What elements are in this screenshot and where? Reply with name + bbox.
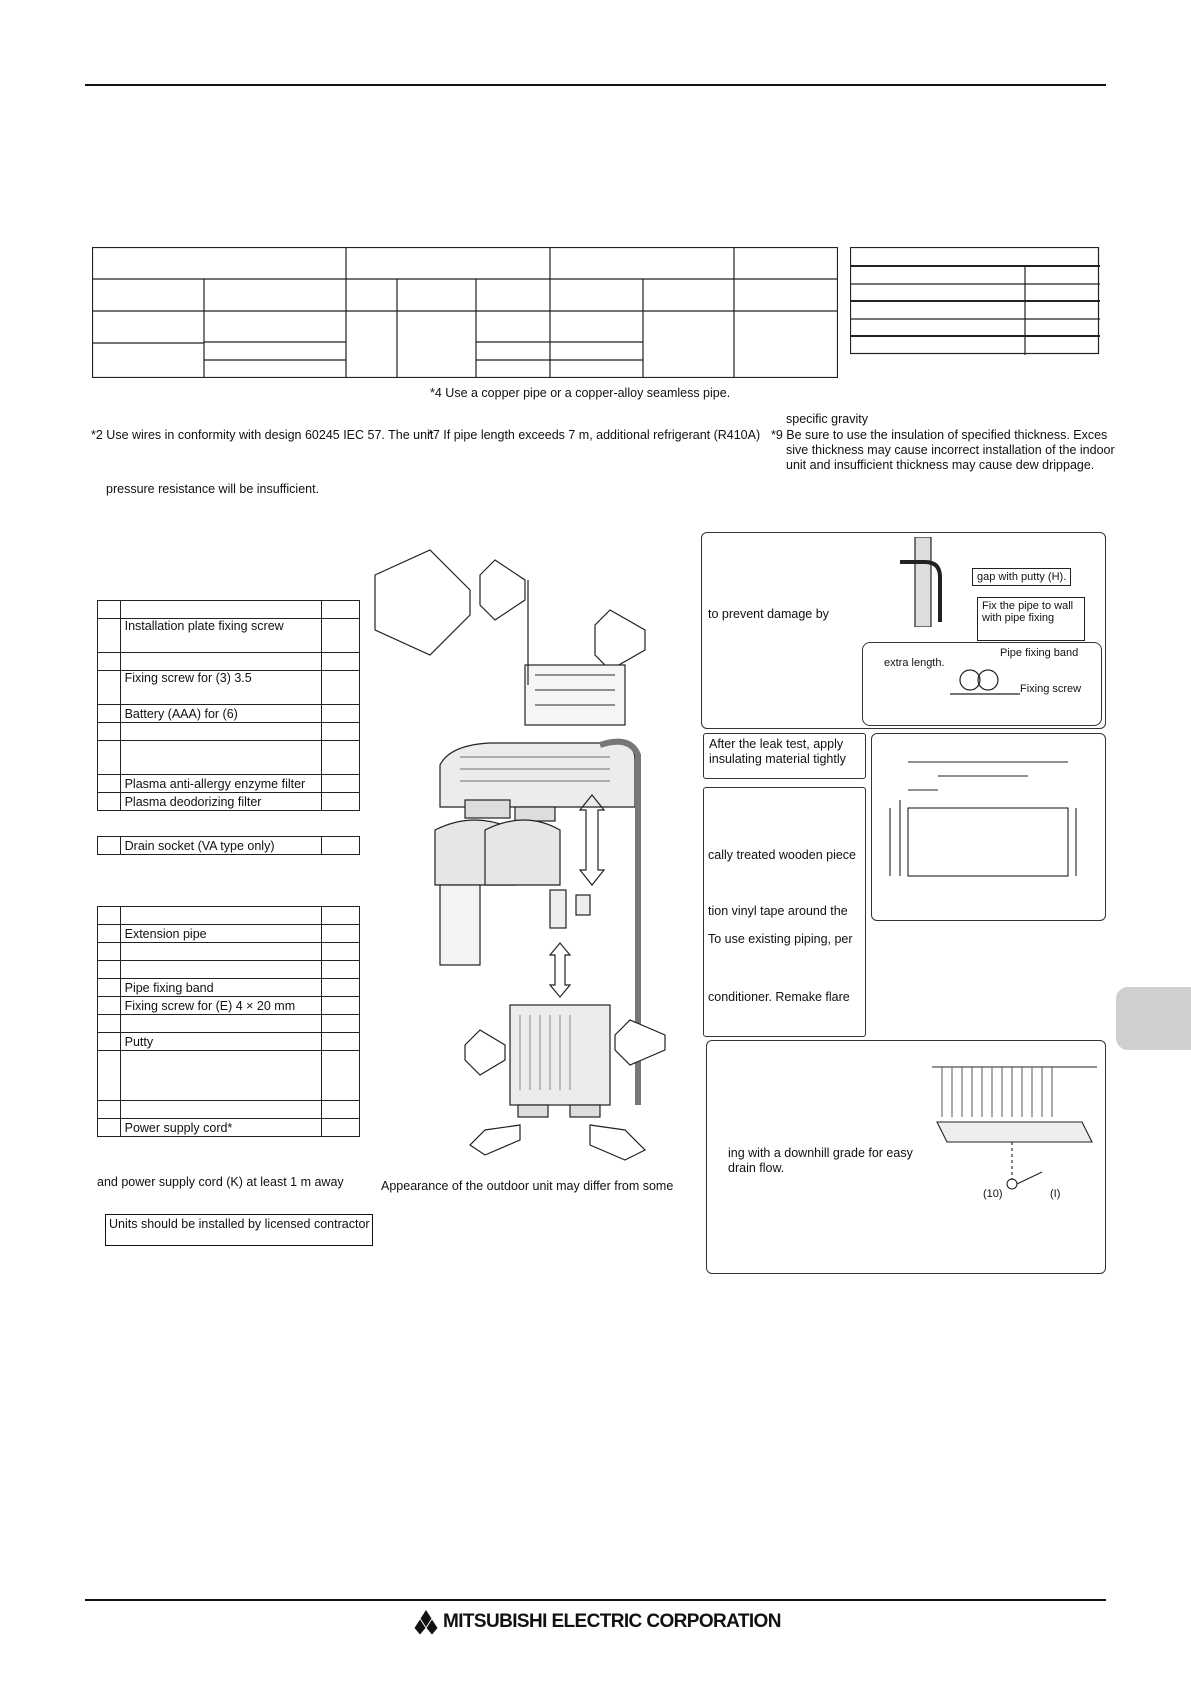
- leak-test-line1: After the leak test, apply: [709, 737, 844, 751]
- section-tab: [1116, 987, 1191, 1050]
- drain-hose-figure: [932, 1062, 1097, 1217]
- footnote-pressure: pressure resistance will be insufficient.: [106, 482, 320, 496]
- drain-label-10: (10): [983, 1188, 1003, 1200]
- table-row: [98, 723, 360, 741]
- piping-note-2: tion vinyl tape around the: [708, 904, 848, 918]
- drain-label-i: (I): [1050, 1188, 1061, 1200]
- drain-note-2: drain flow.: [728, 1161, 785, 1175]
- table-row: Pipe fixing band: [98, 979, 360, 997]
- prevent-damage-text: to prevent damage by: [708, 607, 829, 621]
- table-row: [98, 1101, 360, 1119]
- pipe-band-label: Pipe fixing band: [1000, 647, 1079, 659]
- fixing-screw-label: Fixing screw: [1020, 683, 1082, 695]
- spec-table: [92, 247, 838, 378]
- leak-test-callout: [703, 733, 866, 779]
- table-row: [98, 1051, 360, 1101]
- table-row: [98, 961, 360, 979]
- indoor-parts-table: [97, 600, 360, 811]
- header-rule: [85, 84, 1106, 86]
- contractor-note: [105, 1214, 373, 1246]
- piping-note-3: To use existing piping, per: [708, 932, 853, 946]
- footnote-9-gravity: specific gravity: [786, 412, 868, 426]
- footnote-9-line2: sive thickness may cause incorrect installation of the indoor: [786, 443, 1115, 457]
- footer-brand: MITSUBISHI ELECTRIC CORPORATION: [443, 1611, 781, 1632]
- pipe-band-figure: [950, 660, 1020, 700]
- table-row: Battery (AAA) for (6): [98, 705, 360, 723]
- fix-pipe-line2: with pipe fixing: [982, 612, 1055, 624]
- gap-putty-callout: [972, 568, 1071, 586]
- table-row: [98, 1015, 360, 1033]
- footnote-2: *2 Use wires in conformity with design 60245 IEC 57. The unit: [91, 428, 434, 442]
- mitsubishi-logo-icon: [410, 1609, 442, 1635]
- drain-socket-table: [97, 836, 360, 855]
- table-row: Fixing screw for (E) 4 × 20 mm: [98, 997, 360, 1015]
- table-row: [98, 907, 360, 925]
- fix-pipe-callout: [977, 597, 1085, 641]
- extra-length-label: extra length.: [884, 657, 945, 669]
- appearance-note: Appearance of the outdoor unit may differ from some: [381, 1179, 674, 1193]
- table-row: [98, 943, 360, 961]
- table-row: [98, 601, 360, 619]
- fix-pipe-line1: Fix the pipe to wall: [982, 600, 1074, 612]
- table-row: Installation plate fixing screw: [98, 619, 360, 653]
- piping-note-1: cally treated wooden piece: [708, 848, 857, 862]
- installation-diagram: [370, 545, 690, 1165]
- piping-parts-table: [97, 906, 360, 1137]
- table-row: Drain socket (VA type only): [98, 837, 360, 855]
- table-row: [98, 653, 360, 671]
- table-row: Extension pipe: [98, 925, 360, 943]
- piping-note-4: conditioner. Remake flare: [708, 990, 850, 1004]
- gravity-table: [850, 247, 1100, 355]
- drain-note-1: ing with a downhill grade for easy: [728, 1146, 913, 1160]
- wall-pipe-figure: [895, 537, 975, 627]
- leak-test-line2: insulating material tightly: [709, 752, 846, 766]
- footnote-9: *9 Be sure to use the insulation of specified thickness. Exces: [771, 428, 1108, 442]
- footnote-7: *7 If pipe length exceeds 7 m, additional refrigerant (R410A): [428, 428, 761, 442]
- contractor-note-text: Units should be installed by licensed contractor: [109, 1217, 370, 1231]
- table-row: Fixing screw for (3) 3.5: [98, 671, 360, 705]
- table-row: Power supply cord*: [98, 1119, 360, 1137]
- table-row: [98, 741, 360, 775]
- footer-rule: [85, 1599, 1106, 1601]
- power-cord-note: and power supply cord (K) at least 1 m away: [97, 1175, 344, 1189]
- plate-dimension-figure: [878, 750, 1098, 900]
- footnote-9-line3: unit and insufficient thickness may cause dew drippage.: [786, 458, 1095, 472]
- gap-putty-text: gap with putty (H).: [977, 571, 1067, 583]
- table-row: Plasma anti-allergy enzyme filter: [98, 775, 360, 793]
- table-row: Putty: [98, 1033, 360, 1051]
- footnote-4: *4 Use a copper pipe or a copper-alloy seamless pipe.: [430, 386, 731, 400]
- table-row: Plasma deodorizing filter: [98, 793, 360, 811]
